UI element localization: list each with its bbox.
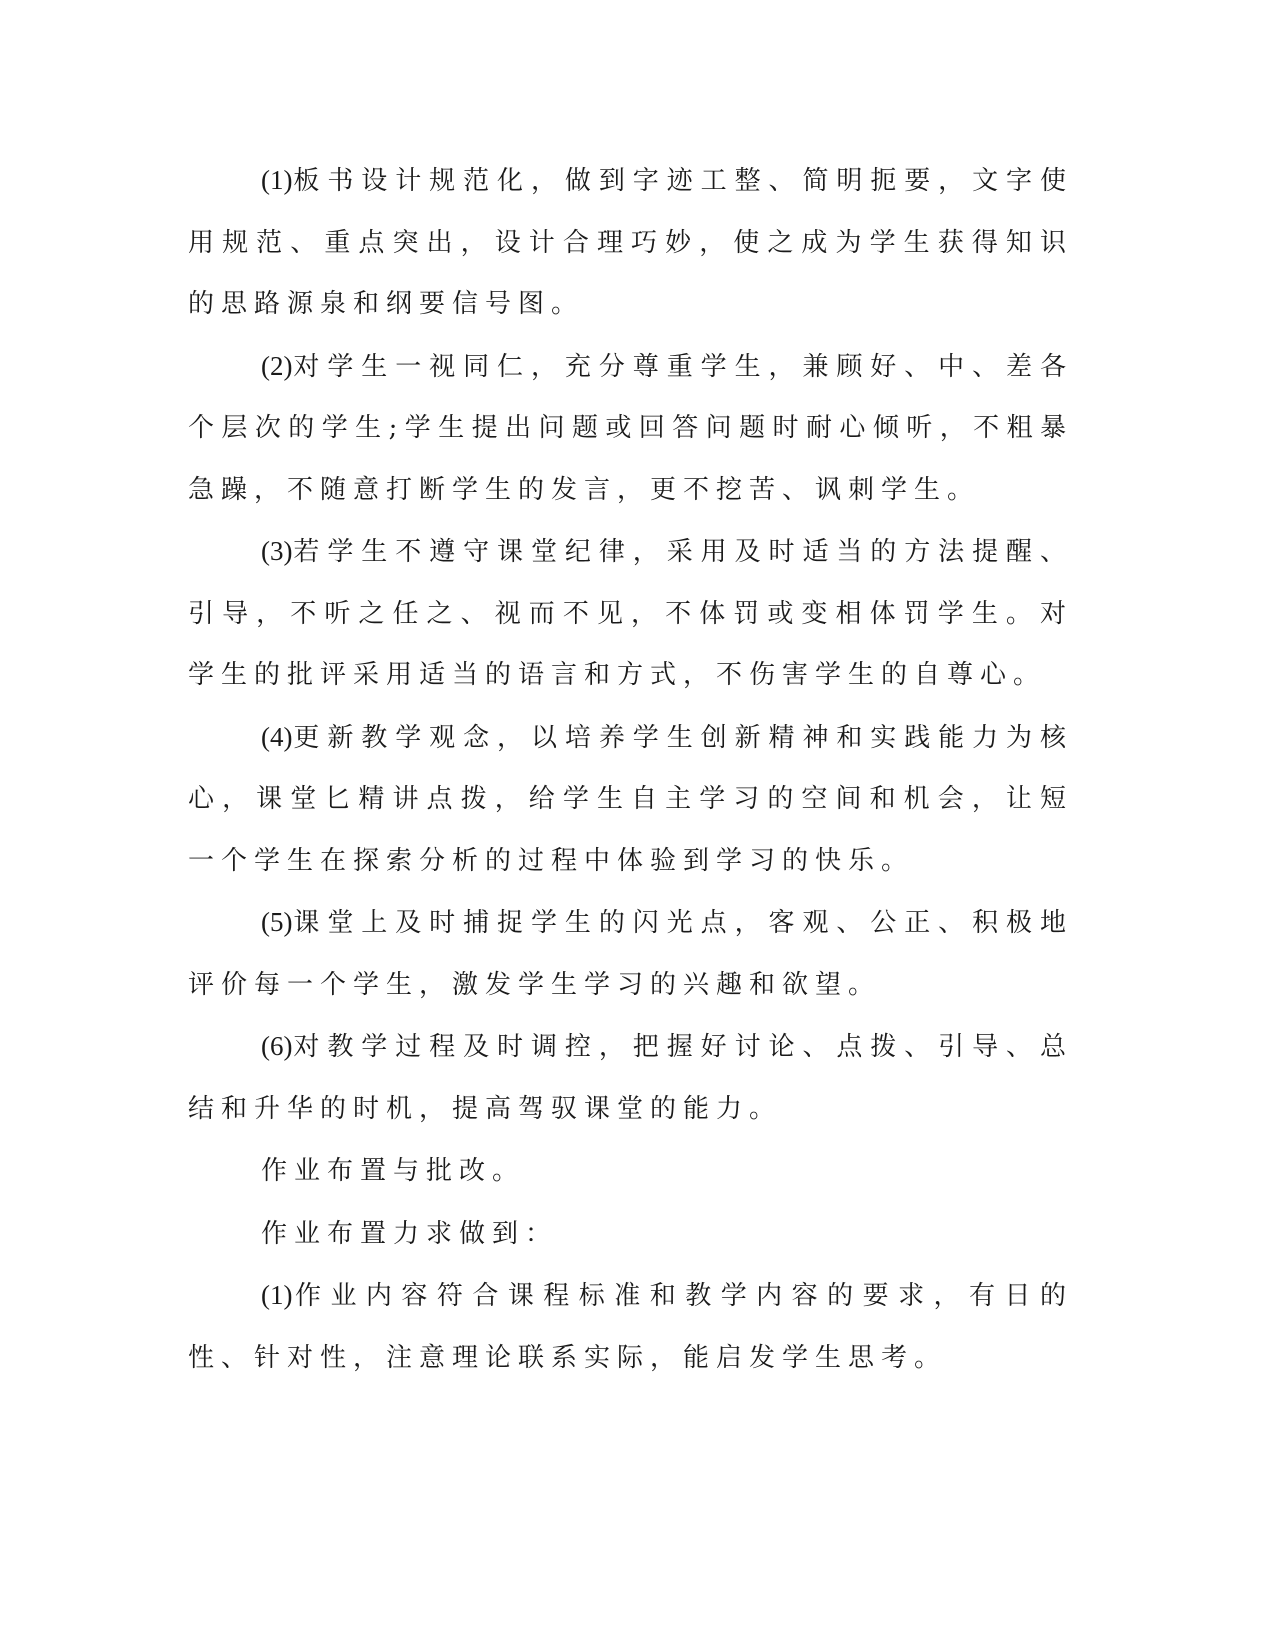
item-number: (1) (261, 165, 293, 195)
paragraph-text: 课堂上及时捕捉学生的闪光点，客观、公正、积极地评价每一个学生，激发学生学习的兴趣和欲望。 (188, 908, 1073, 1000)
paragraph-text: 更新教学观念，以培养学生创新精神和实践能力为核心，课堂匕精讲点拨，给学生自主学习的空间和机会，让短一个学生在探索分析的过程中体验到学习的快乐。 (188, 722, 1073, 876)
item-number: (2) (261, 350, 293, 381)
paragraph-text: 板书设计规范化，做到字迹工整、简明扼要，文字使用规范、重点突出，设计合理巧妙，使之成为学生获得知识的思路源泉和纲要信号图。 (188, 166, 1073, 319)
paragraph-teaching-concepts (188, 707, 1073, 893)
item-number: (3) (261, 536, 293, 566)
paragraph-text: 对学生一视同仁，充分尊重学生，兼顾好、中、差各个层次的学生;学生提出问题或回答问题时耐心倾听，不粗暴急躁，不随意打断学生的发言，更不挖苦、讽刺学生。 (188, 351, 1073, 505)
document-body (188, 150, 1073, 1389)
paragraph-evaluate-students (188, 892, 1073, 1016)
item-number: (1) (261, 1280, 293, 1310)
paragraph-respect-students (188, 336, 1073, 522)
item-number: (4) (261, 721, 293, 752)
paragraph-text: 作业内容符合课程标准和教学内容的要求，有日的性、针对性，注意理论联系实际，能启发学生思考。 (188, 1281, 1073, 1373)
item-number: (6) (261, 1031, 293, 1061)
item-number: (5) (261, 907, 293, 937)
section-heading-homework (188, 1140, 1073, 1203)
paragraph-text: 作业布置力求做到： (261, 1218, 559, 1249)
paragraph-text: 对教学过程及时调控，把握好讨论、点拨、引导、总结和升华的时机，提高驾驭课堂的能力。 (188, 1032, 1073, 1124)
paragraph-board-design (188, 150, 1073, 336)
paragraph-text: 若学生不遵守课堂纪律，采用及时适当的方法提醒、引导，不听之任之、视而不见，不体罚或变相体罚学生。对学生的批评采用适当的语言和方式，不伤害学生的自尊心。 (188, 537, 1073, 690)
paragraph-homework-content (188, 1265, 1073, 1389)
paragraph-classroom-discipline (188, 521, 1073, 707)
paragraph-text: 作业布置与批改。 (261, 1156, 526, 1186)
section-intro-homework-goals (188, 1203, 1073, 1266)
paragraph-process-control (188, 1016, 1073, 1140)
